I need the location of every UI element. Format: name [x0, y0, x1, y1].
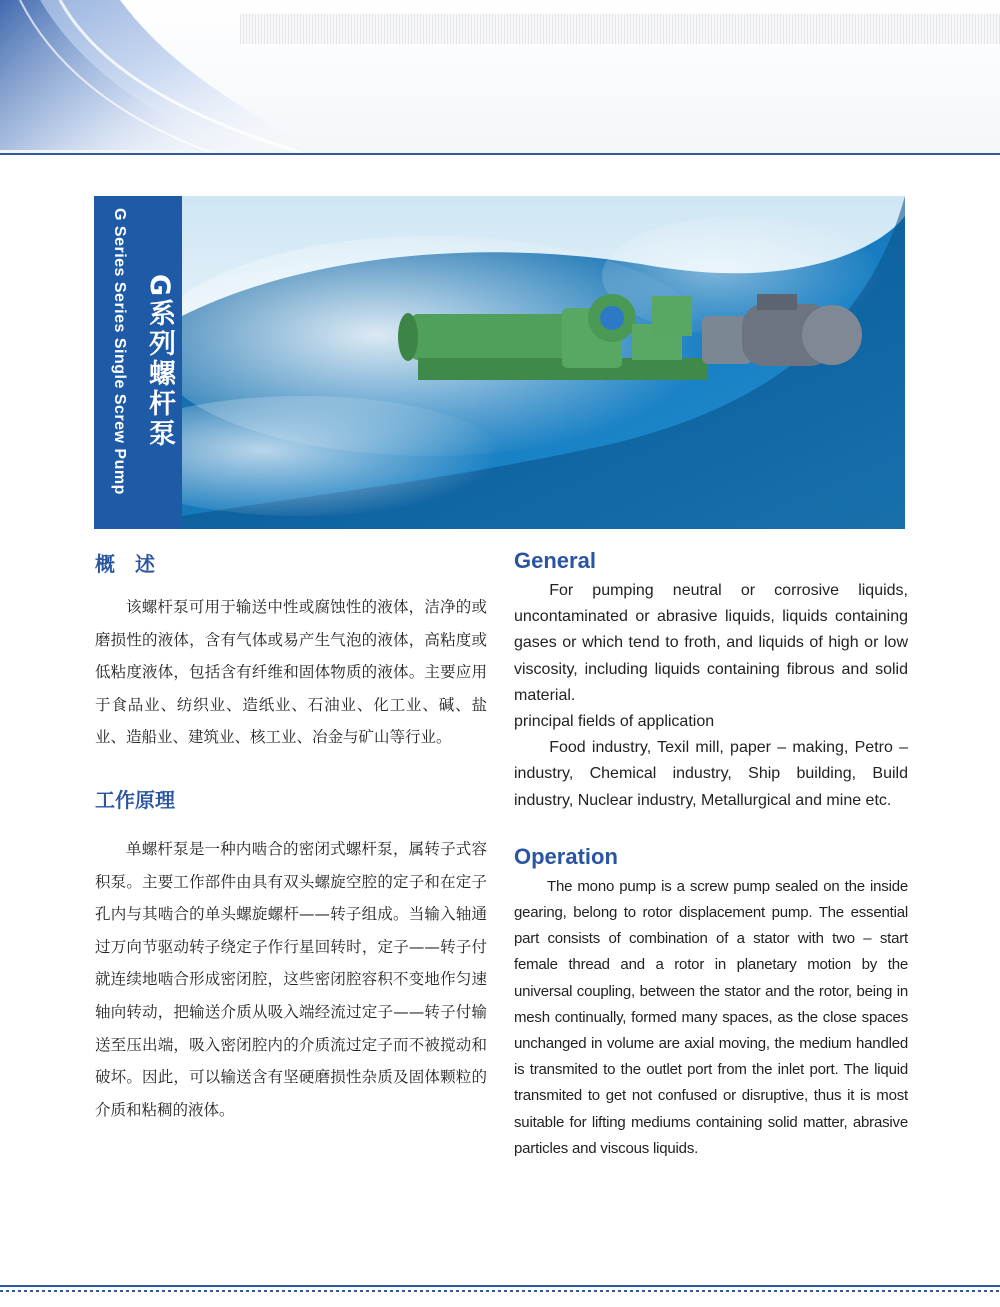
chinese-column	[95, 548, 487, 1126]
banner-title-en: G Series Series Single Screw Pump	[111, 208, 128, 495]
ocean-wave-image	[182, 196, 905, 529]
header-rule	[0, 153, 1000, 155]
fields-label: principal fields of application	[514, 713, 715, 731]
general-intro: For pumping neutral or corrosive liquids, uncontaminated or abrasive liquids, liquids containing gases or which tend to froth, and liquids of high or low viscosity, including liquids containing fibrous and solid material.	[514, 582, 908, 704]
footer-dotted-rule	[0, 1290, 1000, 1292]
fields-list: Food industry, Texil mill, paper – making, Petro – industry, Chemical industry, Ship building, Build industry, Nuclear industry, Metallurgical and mine etc.	[514, 739, 908, 809]
operation-heading: Operation	[514, 843, 618, 869]
header-stripe-band	[240, 14, 1000, 44]
product-banner	[94, 196, 905, 529]
general-heading: General	[514, 548, 596, 573]
overview-heading: 概 述	[95, 552, 155, 576]
english-column	[514, 548, 908, 1162]
operation-body: The mono pump is a screw pump sealed on the inside gearing, belong to rotor displacement pump. The essential part consists of combination of a stator with two – start female thread and a rotor in planetary motion by the universal coupling, between the stator and the rotor, being in mesh continually, formed many spaces, as the close spaces unchanged in volume are axial moving, the medium handled is transmited to the outlet port from the inlet port. The liquid transmited to get not confused or disruptive, thus it is most suitable for lifting mediums containing solid matter, abrasive particles and viscous liquids.	[514, 877, 908, 1157]
principle-heading: 工作原理	[95, 787, 175, 812]
banner-title-cn: G系列螺杆泵	[144, 274, 175, 450]
header-swoosh-graphic	[0, 0, 330, 155]
principle-body: 单螺杆泵是一种内啮合的密闭式螺杆泵，属转子式容积泵。主要工作部件由具有双头螺旋空腔的定子和在定子孔内与其啮合的单头螺旋螺杆——转子组成。当输入轴通过万向节驱动转子绕定子作行星回转时，定子——转子付就连续地啮合形成密闭腔，这些密闭腔容积不变地作匀速轴向转动，把输送介质从吸入端经流过定子——转子付输送至压出端，吸入密闭腔内的介质流过定子而不被搅动和破坏。因此，可以输送含有坚硬磨损性杂质及固体颗粒的介质和粘稠的液体。	[95, 839, 487, 1119]
footer-rule	[0, 1285, 1000, 1287]
page-header	[0, 0, 1000, 155]
overview-body: 该螺杆泵可用于输送中性或腐蚀性的液体，洁净的或磨损性的液体，含有气体或易产生气泡的液体，高粘度或低粘度液体，包括含有纤维和固体物质的液体。主要应用于食品业、纺织业、造纸业、石油业、化工业、碱、盐业、造船业、建筑业、核工业、冶金与矿山等行业。	[95, 598, 487, 747]
